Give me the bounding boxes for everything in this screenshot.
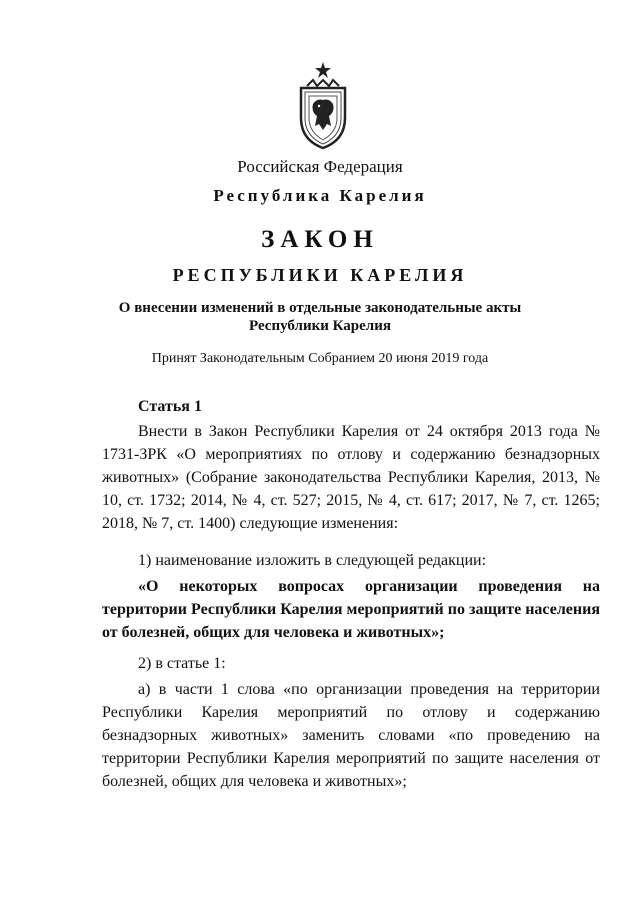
article-paragraph [102,420,600,535]
article-heading: Статья 1 [138,398,202,415]
country-name: Российская Федерация [237,157,403,176]
list-item-text: 1) наименование изложить в следующей редакции: [138,552,487,569]
karelia-coat-of-arms-icon [293,60,353,150]
list-item-text: 2) в статье 1: [138,655,226,672]
republic-name: Республика Карелия [213,186,427,205]
law-subtitle: РЕСПУБЛИКИ КАРЕЛИЯ [172,265,468,285]
list-item [102,549,600,572]
law-name [0,299,640,335]
law-name-line2: Республики Карелия [249,318,391,334]
new-title-text [102,575,600,644]
new-title-quote: «О некоторых вопросах организации проведения на территории Республики Карелия мероприятий по защите населения от болезней, общих для человека и животных»; [102,578,600,641]
sub-item [102,678,600,793]
adoption-note: Принят Законодательным Собранием 20 июня 2019 года [151,351,489,366]
paragraph-text: Внести в Закон Республики Карелия от 24 октября 2013 года № 1731-ЗРК «О мероприятиях по отлову и содержанию безнадзорных животных» (Собрание законодательства Республики Карелия, 2013, № 10, ст. 1732; 2014, № 4, ст. 527; 2015, № 4, ст. 617; 2017, № 7, ст. 1265; 2018, № 7, ст. 1400) следующие изменения: [102,423,600,532]
sub-item-text: а) в части 1 слова «по организации проведения на территории Республики Карелия мероприятий по отлову и содержанию безнадзорных животных» заменить словами «по проведению на территории Республики Карелия мероприятий по защите населения от болезней, общих для человека и животных»; [102,681,600,790]
list-item [102,652,600,675]
law-title: ЗАКОН [261,226,379,253]
law-name-line1: О внесении изменений в отдельные законодательные акты [118,300,522,316]
